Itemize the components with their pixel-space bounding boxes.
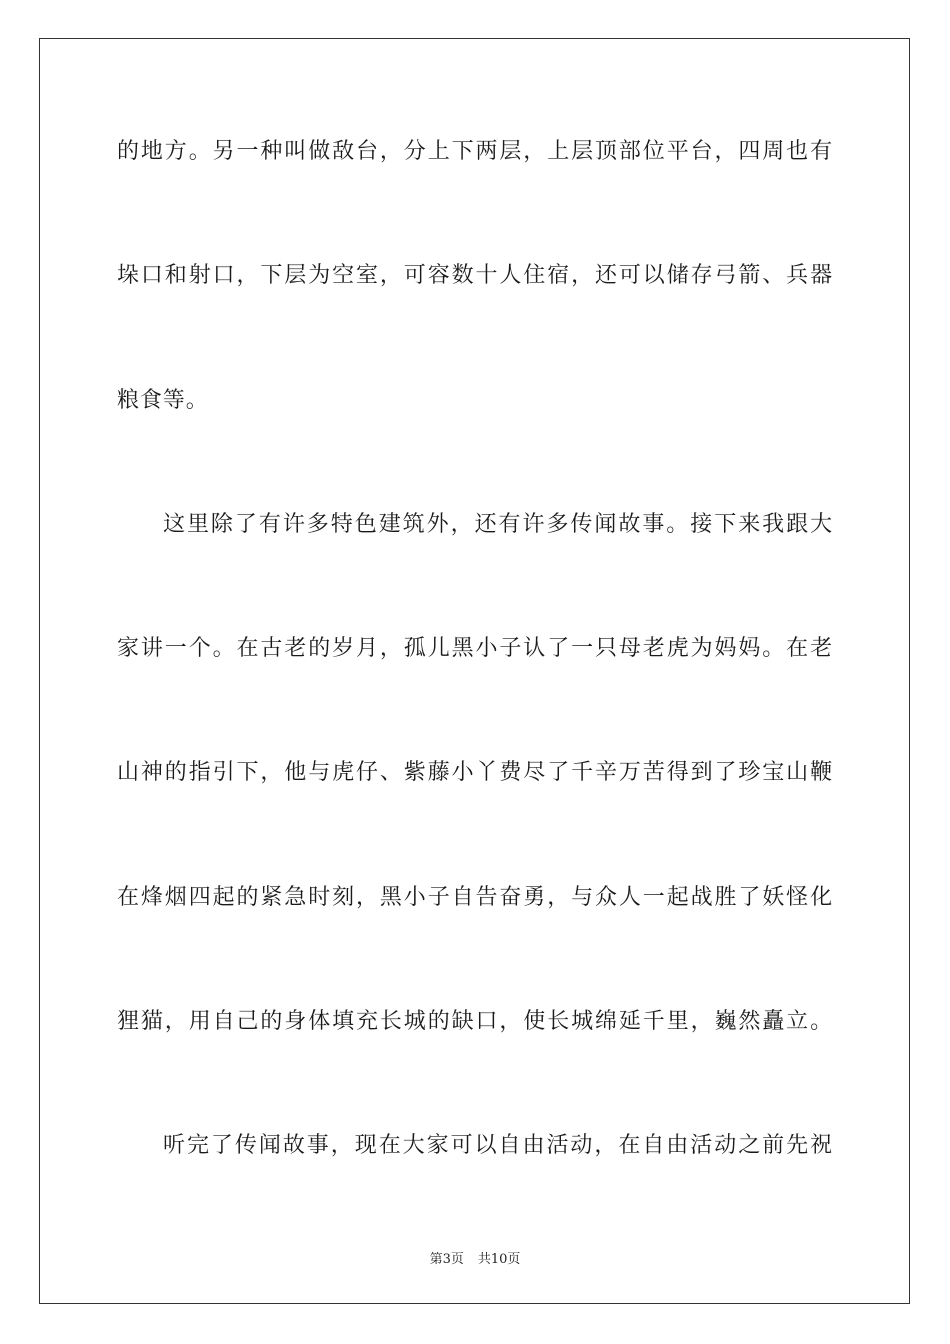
text-line: 在烽烟四起的紧急时刻，黑小子自告奋勇，与众人一起战胜了妖怪化 [117,885,833,910]
text-line: 的地方。另一种叫做敌台，分上下两层，上层顶部位平台，四周也有 [117,139,833,164]
text-line: 山神的指引下，他与虎仔、紫藤小丫费尽了千辛万苦得到了珍宝山鞭 [117,760,833,785]
page-number: 第3页 [429,1252,464,1267]
page-frame [39,38,910,1304]
paragraph-first-line: 听完了传闻故事，现在大家可以自由活动，在自由活动之前先祝 [163,1133,833,1158]
paragraph-first-line: 这里除了有许多特色建筑外，还有许多传闻故事。接下来我跟大 [163,512,833,537]
text-line: 狸猫，用自己的身体填充长城的缺口，使长城绵延千里，巍然矗立。 [117,1009,833,1034]
text-line: 家讲一个。在古老的岁月，孤儿黑小子认了一只母老虎为妈妈。在老 [117,636,833,661]
page-total: 共10页 [477,1252,521,1267]
text-line: 垛口和射口，下层为空室，可容数十人住宿，还可以储存弓箭、兵器 [117,263,833,288]
text-line: 粮食等。 [117,388,209,413]
page-footer [0,1248,950,1267]
